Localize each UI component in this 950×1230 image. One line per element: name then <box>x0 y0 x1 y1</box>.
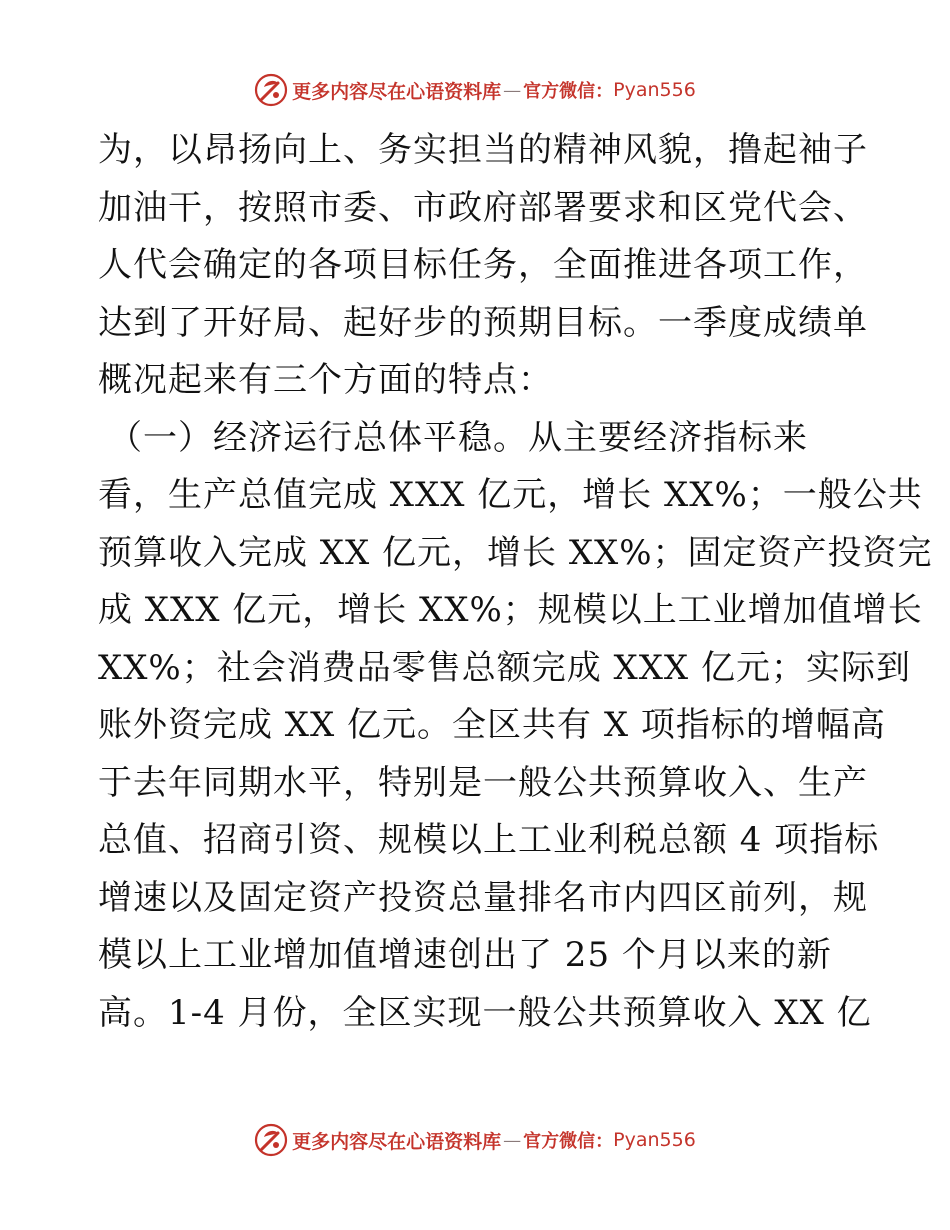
quill-logo-icon <box>254 1123 288 1157</box>
text-line: 于去年同期水平，特别是一般公共预算收入、生产 <box>98 762 868 803</box>
text-line: 预算收入完成 XX 亿元，增长 XX%；固定资产投资完 <box>98 532 933 573</box>
text-line: 人代会确定的各项目标任务，全面推进各项工作， <box>98 245 868 285</box>
watermark-separator: — <box>503 1129 522 1151</box>
text-line: 加油干，按照市委、市政府部署要求和区党代会、 <box>98 187 868 228</box>
header-watermark <box>0 70 950 110</box>
text-line: 增速以及固定资产投资总量排名市内四区前列，规 <box>98 877 868 918</box>
watermark-label: 官方微信： <box>523 81 614 102</box>
text-line: 概况起来有三个方面的特点： <box>98 360 553 400</box>
text-line: 高。1-4 月份，全区实现一般公共预算收入 XX 亿 <box>98 992 872 1033</box>
watermark-title: 更多内容尽在心语资料库 <box>292 80 502 103</box>
watermark-wechat-id: Pyan556 <box>613 79 696 101</box>
document-body <box>98 122 933 1042</box>
text-line: 账外资完成 XX 亿元。全区共有 X 项指标的增幅高 <box>98 705 886 745</box>
paragraph-intro <box>98 122 868 410</box>
text-line: 总值、招商引资、规模以上工业利税总额 4 项指标 <box>98 820 880 860</box>
text-line: 达到了开好局、起好步的预期目标。一季度成绩单 <box>98 302 868 343</box>
section-heading-line: （一）经济运行总体平稳。从主要经济指标来 <box>108 417 808 458</box>
paragraph-economy <box>98 410 933 1043</box>
text-line: 看，生产总值完成 XXX 亿元，增长 XX%；一般公共 <box>98 475 923 515</box>
text-line: 为，以昂扬向上、务实担当的精神风貌，撸起袖子 <box>98 130 868 170</box>
footer-watermark <box>0 1120 950 1160</box>
watermark-title: 更多内容尽在心语资料库 <box>292 1130 502 1153</box>
text-line: XX%；社会消费品零售总额完成 XXX 亿元；实际到 <box>98 647 911 688</box>
quill-logo-icon <box>254 73 288 107</box>
watermark-label: 官方微信： <box>523 1131 614 1152</box>
watermark-wechat-id: Pyan556 <box>613 1129 696 1151</box>
text-line: 成 XXX 亿元，增长 XX%；规模以上工业增加值增长 <box>98 590 923 630</box>
text-line: 模以上工业增加值增速创出了 25 个月以来的新 <box>98 935 832 975</box>
watermark-separator: — <box>503 79 522 101</box>
